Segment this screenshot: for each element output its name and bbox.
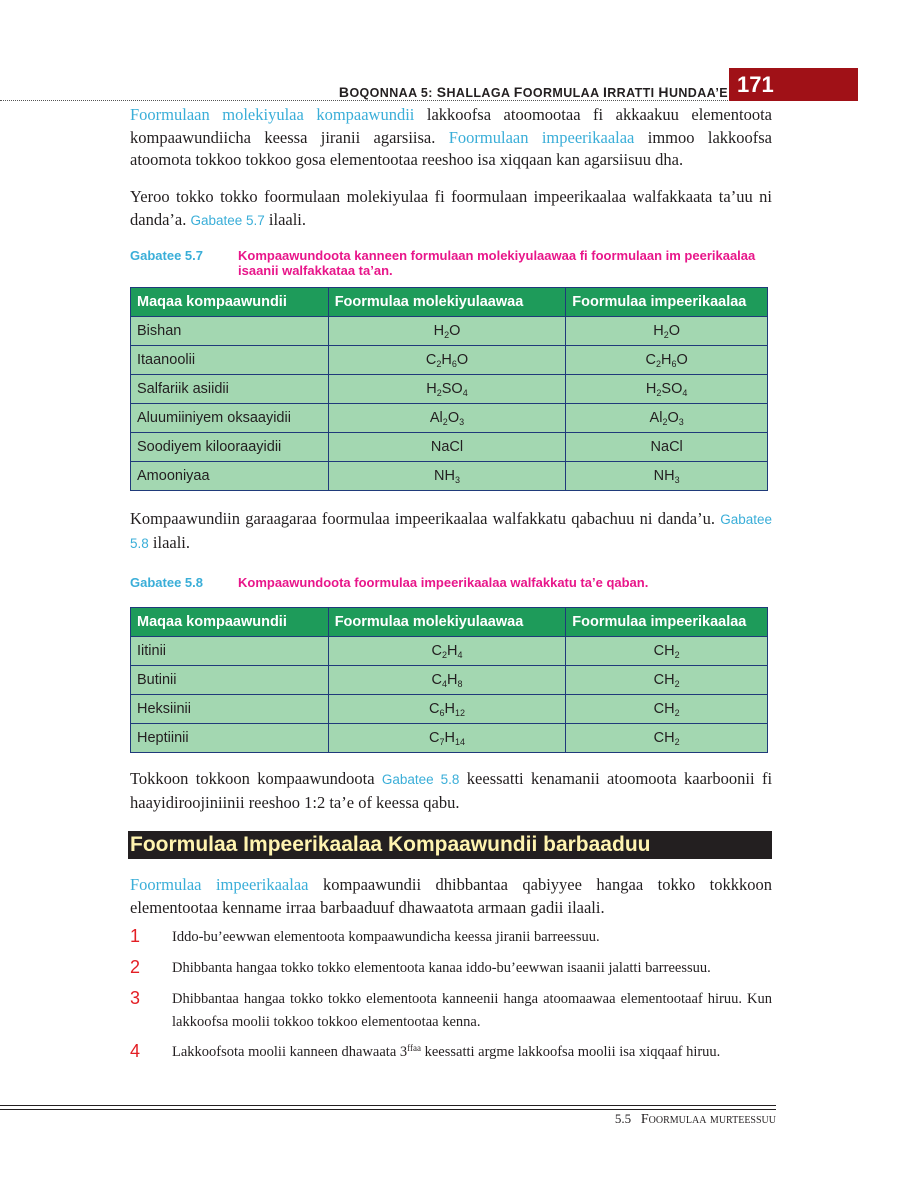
defined-term: Foormulaan molekiyulaa kompaawundii [130,105,415,124]
table-row [131,724,768,753]
chapter-title-run: S [436,84,447,100]
molecular-formula-cell [328,317,566,346]
chemical-formula: $Al_2O_3$ [649,410,684,427]
chapter-title-run: OORMULAA [522,86,603,100]
section-intro-term: Foormulaa impeerikaalaa [130,875,309,894]
chapter-title-run: I [602,84,608,100]
empirical-formula-cell [566,695,768,724]
chapter-title-run: H [658,84,669,100]
chemical-formula: $C_4H_8$ [431,672,463,689]
empirical-formula-cell [566,666,768,695]
column-header-empirical-formula: Foormulaa impeerikaalaa [566,288,768,317]
molecular-formula-cell [328,346,566,375]
compound-name-cell: Amooniyaa [131,462,329,491]
table-5-8-caption [130,575,780,591]
chapter-title-run: UNDAA’E [668,86,728,100]
compound-name-cell: Salfariik asiidii [131,375,329,404]
compound-name-cell: Heptiinii [131,724,329,753]
compound-name-cell: Aluumiiniyem oksaayidii [131,404,329,433]
chemical-formula: $H_2O$ [433,323,461,340]
chemical-formula: $C_7H_{14}$ [429,730,465,747]
after-lead: Tokkoon tokkoon kompaawundoota [130,769,375,788]
table-row [131,404,768,433]
table-row [131,375,768,404]
step-number: 4 [130,1041,141,1061]
chapter-title-run: OQONNAA 5: [349,86,437,100]
molecular-formula-cell [328,375,566,404]
compound-name-cell: Bishan [131,317,329,346]
table-reference-link[interactable]: Gabatee 5.8 [381,772,460,787]
between-text: Kompaawundiin garaagaraa foormulaa impeerikaalaa walfakkatu qabachuu ni danda’u. [130,509,715,528]
step-number: 3 [130,988,141,1008]
intro-paragraph-2 [130,186,772,232]
compound-name-cell: Butinii [131,666,329,695]
ordinal-suffix: ffaa [407,1043,421,1053]
table-5-7-caption [130,248,780,280]
chapter-title-run: RRATTI [607,86,659,100]
empirical-formula-cell [566,317,768,346]
compound-name-cell: Heksiinii [131,695,329,724]
molecular-formula-cell [328,462,566,491]
molecular-formula-cell [328,724,566,753]
chemical-formula: $CH_2$ [653,643,680,660]
molecular-formula-cell [328,433,566,462]
chemical-formula: $CH_2$ [653,701,680,718]
chemical-formula: $C_2H_6O$ [425,352,469,369]
after-tail: keessatti kenamanii atoomoota kaarboonii fi haayidiroojiniinii reeshoo 1:2 ta’e of keessa qabu. [130,769,773,812]
step-number: 2 [130,957,141,977]
table-row [131,695,768,724]
compound-name-cell: Itaanoolii [131,346,329,375]
step-number: 1 [130,926,141,946]
table-5-8-caption-number: Gabatee 5.8 [130,575,203,590]
empirical-formula-cell [566,375,768,404]
compound-name-cell: Soodiyem kilooraayidii [131,433,329,462]
after-table-paragraph [130,768,772,814]
footer [0,1111,776,1128]
empirical-formula-cell [566,637,768,666]
chemical-formula: $CH_2$ [653,730,680,747]
column-header-molecular-formula: Foormulaa molekiyulaawaa [328,288,566,317]
table-5-7-caption-number: Gabatee 5.7 [130,248,203,263]
section-intro-rest: kompaawundii dhibbantaa qabiyyee hangaa tokko tokkkoon elementootaa kenname irraa barbaaduuf dhawaatota armaan gadii ilaali. [130,875,773,917]
table-row [131,637,768,666]
step-text: Dhibbanta hangaa tokko tokko elementoota kanaa iddo-bu’eewwan isaanii jalatti barreessuu. [172,960,711,976]
chemical-formula: $CH_2$ [653,672,680,689]
empirical-formula-cell [566,724,768,753]
step-4-text-b: keessatti argme lakkoofsa moolii isa xiqqaaf hiruu. [420,1044,721,1060]
molecular-formula-cell [328,404,566,433]
empirical-formula-cell [566,404,768,433]
chemical-formula: $NH_3$ [434,468,460,485]
chemical-formula: NaCl [430,439,464,455]
step-text [172,1041,772,1064]
chemical-formula: $H_2SO_4$ [426,381,468,398]
molecular-formula-cell [328,695,566,724]
header-dotted-rule [0,100,728,101]
intro-paragraph-1 [130,104,772,172]
table-reference-link[interactable]: Gabatee 5.7 [190,212,265,228]
chemical-formula: NaCl [650,439,683,455]
defined-term: Foormulaan impeerikaalaa [448,127,635,147]
compound-name-cell: Iitinii [131,637,329,666]
chemical-formula: $NH_3$ [653,468,680,485]
footer-section-title: Foormulaa murteessuu [640,1112,776,1127]
table-reference-link[interactable]: Gabatee 5.8 [130,512,773,551]
molecular-formula-cell [328,666,566,695]
between-paragraph [130,508,772,555]
between-tail: ilaali. [152,532,191,552]
step-4-text-a: Lakkoofsota moolii kanneen dhawaata 3 [172,1044,408,1060]
empirical-formula-cell [566,433,768,462]
table-5-8-caption-text: Kompaawundoota foormulaa impeerikaalaa walfakkatu ta’e qaban. [238,575,649,590]
chemical-formula: $C_2H_6O$ [645,352,688,369]
table-row [131,346,768,375]
empirical-formula-cell [566,462,768,491]
table-row [131,666,768,695]
chapter-title-run: B [338,84,350,100]
column-header-compound-name: Maqaa kompaawundii [131,608,329,637]
footer-rule [0,1105,776,1106]
section-title: Foormulaa Impeerikaalaa Kompaawundii barbaaduu [128,831,772,859]
chemical-formula: $Al_2O_3$ [429,410,465,427]
column-header-molecular-formula: Foormulaa molekiyulaawaa [328,608,566,637]
paragraph-text: immoo lakkoofsa atoomota tokkoo tokkoo gosa elementootaa reeshoo isa xiqqaan kan agarsiisuu dha. [130,127,773,169]
table-5-8 [130,607,768,753]
intro-p2-text: Yeroo tokko tokko foormulaan molekiyulaa fi foormulaan impeerikaalaa walfakkaata ta’uu ni danda’a. [130,187,772,229]
footer-rule-thin [0,1109,776,1110]
step-text: Dhibbantaa hangaa tokko tokko elementoota kanneenii hanga atoomaawaa elementootaaf hiruu. Kun lakkoofsa moolii tokkoo tokkoo elementootaa kenna. [172,991,772,1030]
column-header-empirical-formula: Foormulaa impeerikaalaa [566,608,768,637]
empirical-formula-cell [566,346,768,375]
chemical-formula: $C_2H_4$ [431,643,463,660]
chapter-header [0,84,728,100]
table-5-7 [130,287,768,491]
intro-p2-tail: ilaali. [268,209,307,229]
column-header-compound-name: Maqaa kompaawundii [131,288,329,317]
table-5-7-caption-text: Kompaawundoota kanneen formulaan molekiyulaawaa fi foormulaan im peerikaalaa isaanii walfakkataa ta’an. [238,248,756,278]
table-row [131,433,768,462]
section-intro-paragraph [130,874,772,919]
chemical-formula: $C_6H_{12}$ [429,701,465,718]
chapter-title-run: F [513,84,523,100]
molecular-formula-cell [328,637,566,666]
step-text: Iddo-bu’eewwan elementoota kompaawundicha keessa jiranii barreessuu. [172,929,600,945]
chemical-formula: $H_2SO_4$ [645,381,688,398]
chapter-title-run: HALLAGA [446,86,514,100]
page-number: 171 [729,68,858,101]
footer-section-number: 5.5 [614,1111,632,1126]
table-row [131,317,768,346]
table-row [131,462,768,491]
paragraph-text: lakkoofsa atoomootaa fi akkaakuu elementoota kompaawundiicha keessa jiranii agarsiisa. [130,105,772,147]
chemical-formula: $H_2O$ [653,323,681,340]
